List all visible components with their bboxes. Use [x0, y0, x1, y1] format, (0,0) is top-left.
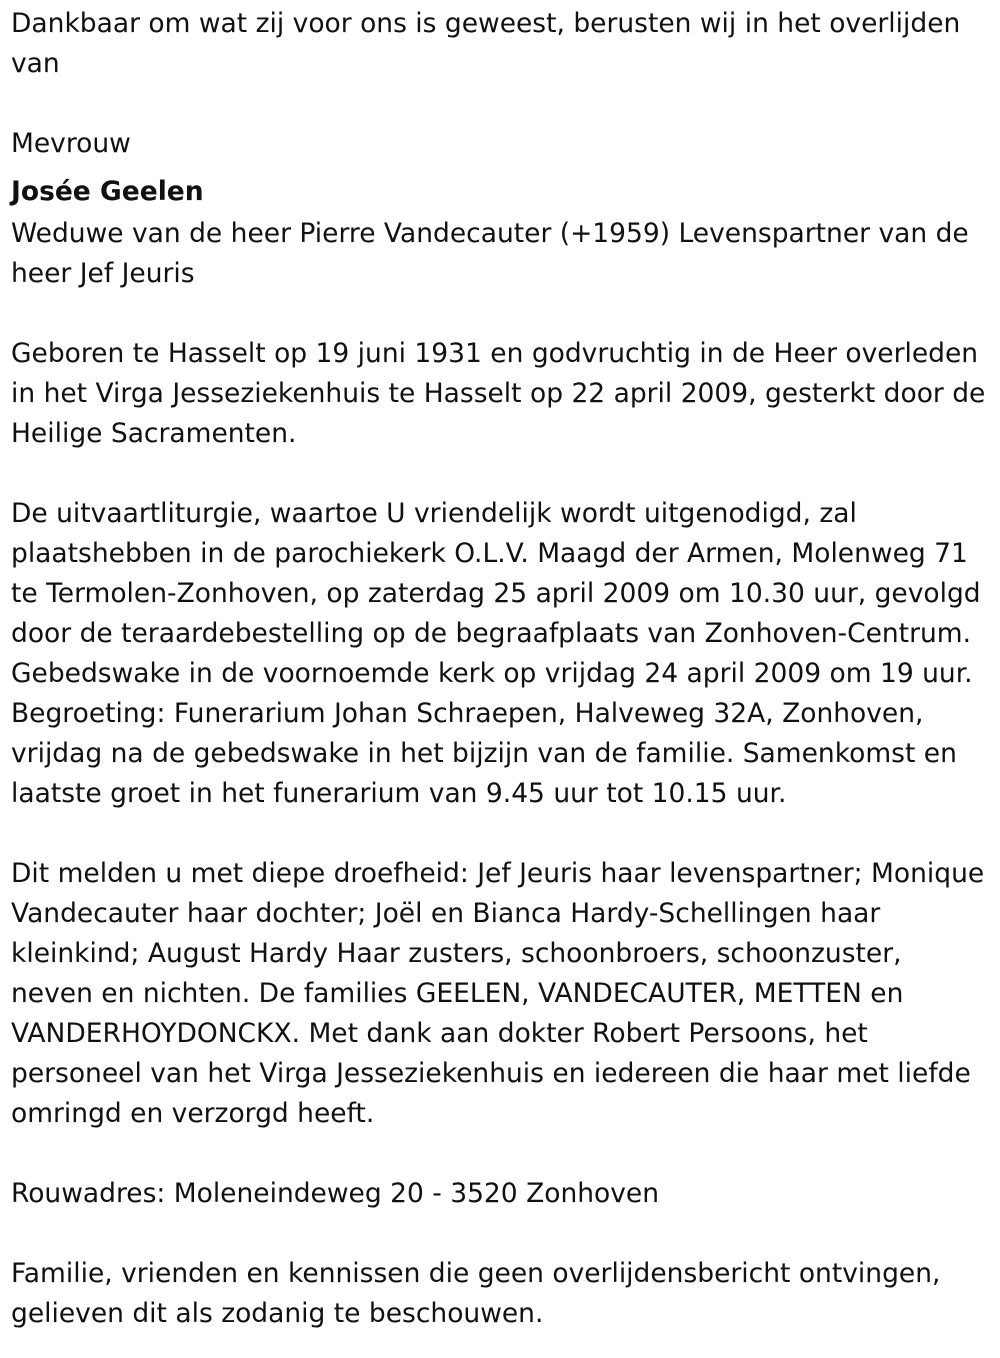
spacer: [11, 454, 986, 494]
spacer: [11, 1134, 986, 1174]
intro-paragraph: Dankbaar om wat zij voor ons is geweest, berusten wij in het overlijden van: [11, 8, 961, 79]
family-paragraph: Dit melden u met diepe droefheid: Jef Jeuris haar levenspartner; Monique Vandecauter haar dochter; Joël en Bianca Hardy-Schellingen haar kleinkind; August Hardy Haar zusters, schoonbroers, schoonzuster, neven en nichten. De families GEELEN, VANDECAUTER, METTEN en VANDERHOYDONCKX. Met dank aan dokter Robert Persoons, het personeel van het Virga Jesseziekenhuis en iedereen die haar met liefde omringd en verzorgd heeft.: [11, 858, 985, 1129]
spacer: [11, 1214, 986, 1254]
salutation: Mevrouw: [11, 128, 131, 159]
spacer: [11, 84, 986, 124]
obituary-text: [11, 4, 986, 1334]
relation-paragraph: Weduwe van de heer Pierre Vandecauter (+1959) Levenspartner van de heer Jef Jeuris: [11, 218, 969, 289]
spacer: [11, 294, 986, 334]
birth-death-paragraph: Geboren te Hasselt op 19 juni 1931 en godvruchtig in de Heer overleden in het Virga Jesseziekenhuis te Hasselt op 22 april 2009, gesterkt door de Heilige Sacramenten.: [11, 338, 986, 449]
spacer: [11, 814, 986, 854]
deceased-name: Josée Geelen: [11, 176, 204, 207]
closing-paragraph: Familie, vrienden en kennissen die geen overlijdensbericht ontvingen, gelieven dit als zodanig te beschouwen.: [11, 1258, 941, 1329]
address-paragraph: Rouwadres: Moleneindeweg 20 - 3520 Zonhoven: [11, 1178, 660, 1209]
funeral-paragraph: De uitvaartliturgie, waartoe U vriendelijk wordt uitgenodigd, zal plaatshebben in de parochiekerk O.L.V. Maagd der Armen, Molenweg 71 te Termolen-Zonhoven, op zaterdag 25 april 2009 om 10.30 uur, gevolgd door de teraardebestelling op de begraafplaats van Zonhoven-Centrum. Gebedswake in de voornoemde kerk op vrijdag 24 april 2009 om 19 uur. Begroeting: Funerarium Johan Schraepen, Halveweg 32A, Zonhoven, vrijdag na de gebedswake in het bijzijn van de familie. Samenkomst en laatste groet in het funerarium van 9.45 uur tot 10.15 uur.: [11, 498, 981, 809]
